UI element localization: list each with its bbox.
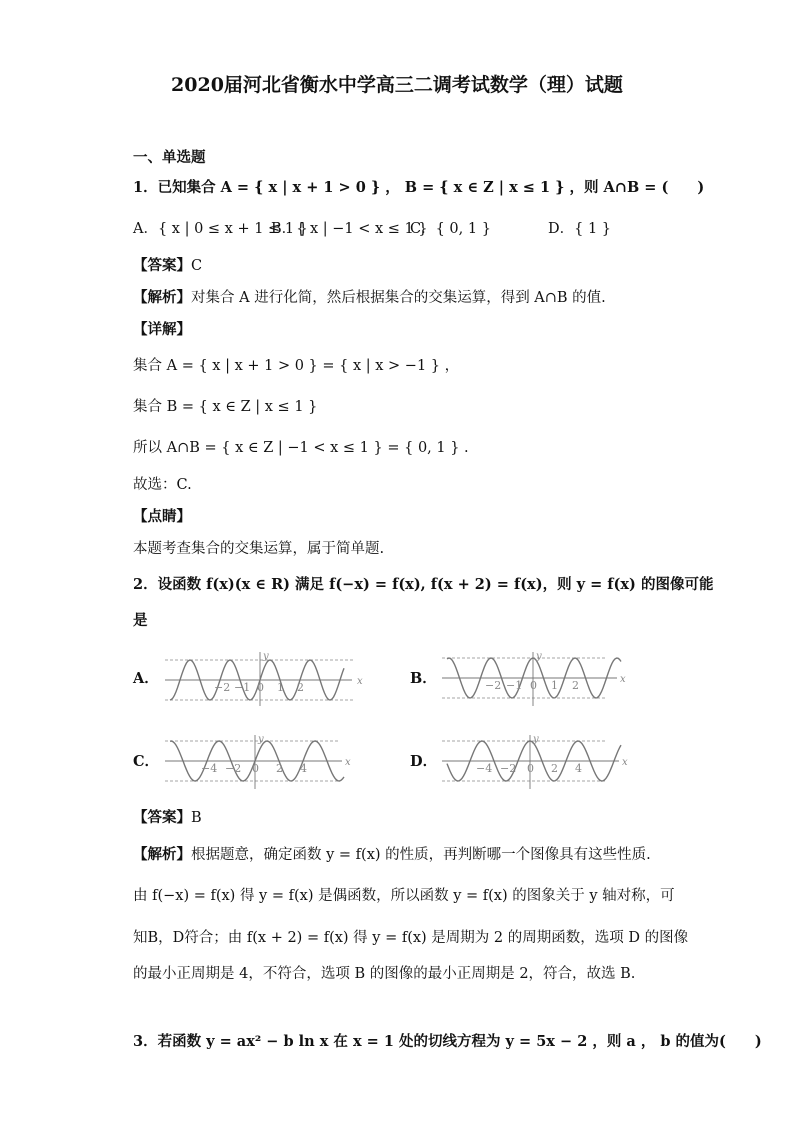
tick-label: 4: [575, 762, 582, 775]
tick-label: −1: [506, 679, 523, 692]
q1-answer: [133, 254, 202, 275]
q2-stem-line-1: 2．设函数 f(x)(x ∈ R) 满足 f(−x) = f(x), f(x + 2) = f(x)，则 y = f(x) 的图像可能: [133, 576, 714, 593]
y-axis-label: y: [536, 651, 542, 662]
page-title: 2020届河北省衡水中学高三二调考试数学（理）试题: [171, 74, 623, 96]
analysis-label: 【解析】: [133, 289, 191, 306]
graph-option-a: [160, 650, 365, 708]
q2-answer: [133, 806, 202, 827]
answer-value: C: [191, 258, 203, 274]
analysis-label: 【解析】: [133, 846, 191, 863]
q1-comment: 本题考查集合的交集运算，属于简单题.: [133, 541, 385, 557]
answer-value: B: [191, 810, 202, 826]
x-axis-label: x: [620, 674, 626, 685]
x-axis-label: x: [622, 757, 628, 768]
x-axis-label: x: [345, 757, 351, 768]
q3-stem: 3．若函数 y = ax² − b ln x 在 x = 1 处的切线方程为 y = 5x − 2 ，则 a ， b 的值为( ): [133, 1033, 762, 1050]
q1-detail-line-4: 故选：C.: [133, 477, 192, 493]
section-heading: 一、单选题: [133, 149, 206, 166]
tick-label: 0: [257, 681, 264, 694]
q1-detail-line-2: 集合 B = { x ∈ Z | x ≤ 1 }: [133, 399, 318, 415]
tick-label: 2: [572, 679, 579, 692]
tick-label: 0: [252, 762, 259, 775]
tick-label: 4: [300, 762, 307, 775]
q1-detail-line-1: 集合 A = { x | x + 1 > 0 } = { x | x > −1 } ，: [133, 358, 460, 374]
q2-stem-line-2: 是: [133, 612, 148, 629]
analysis-text: 根据题意，确定函数 y = f(x) 的性质，再判断哪一个图像具有这些性质.: [191, 847, 651, 863]
tick-label: −4: [476, 762, 493, 775]
tick-label: 1: [277, 681, 284, 694]
y-axis-label: y: [533, 734, 539, 745]
q2-option-c-label: C．: [133, 753, 160, 770]
tick-label: 2: [276, 762, 283, 775]
q2-detail-line-3: 的最小正周期是 4，不符合，选项 B 的图像的最小正周期是 2，符合，故选 B.: [133, 966, 636, 982]
q1-option-a: A．{ x | 0 ≤ x + 1 ≤ 1 }: [133, 221, 308, 237]
tick-label: 0: [527, 762, 534, 775]
graph-option-b: [437, 650, 642, 708]
q1-analysis: [133, 286, 606, 307]
q2-detail-line-1: 由 f(−x) = f(x) 得 y = f(x) 是偶函数，所以函数 y = f(x) 的图象关于 y 轴对称，可: [133, 888, 675, 904]
graph-option-d: [437, 733, 642, 791]
tick-label: −2: [214, 681, 231, 694]
y-axis-label: y: [263, 651, 269, 662]
y-axis-label: y: [258, 734, 264, 745]
x-axis-label: x: [357, 676, 363, 687]
tick-label: 2: [297, 681, 304, 694]
answer-label: 【答案】: [133, 809, 191, 826]
q2-option-b-label: B．: [410, 670, 437, 687]
tick-label: −2: [500, 762, 517, 775]
q1-option-c: C．{ 0, 1 }: [410, 221, 491, 237]
q1-comment-label: 【点睛】: [133, 508, 191, 525]
tick-label: −1: [234, 681, 251, 694]
tick-label: −2: [225, 762, 242, 775]
answer-label: 【答案】: [133, 257, 191, 274]
q1-option-d: D．{ 1 }: [548, 221, 612, 237]
analysis-text: 对集合 A 进行化简，然后根据集合的交集运算，得到 A∩B 的值.: [191, 290, 606, 306]
q2-analysis: [133, 843, 651, 864]
tick-label: 0: [530, 679, 537, 692]
q2-detail-line-2: 知B，D符合；由 f(x + 2) = f(x) 得 y = f(x) 是周期为 2 的周期函数，选项 D 的图像: [133, 930, 689, 946]
q1-detail-line-3: 所以 A∩B = { x ∈ Z | −1 < x ≤ 1 } = { 0, 1 } .: [133, 440, 469, 456]
tick-label: −4: [201, 762, 218, 775]
tick-label: −2: [485, 679, 502, 692]
tick-label: 1: [551, 679, 558, 692]
q2-option-a-label: A．: [133, 670, 159, 687]
q1-option-b: B．{ x | −1 < x ≤ 1 }: [271, 221, 428, 237]
q2-option-d-label: D．: [410, 753, 438, 770]
q1-detail-label: 【详解】: [133, 321, 191, 338]
tick-label: 2: [551, 762, 558, 775]
q1-stem: 1．已知集合 A = { x | x + 1 > 0 } ， B = { x ∈ Z | x ≤ 1 } ，则 A∩B = ( ): [133, 179, 705, 196]
graph-option-c: [160, 733, 365, 791]
